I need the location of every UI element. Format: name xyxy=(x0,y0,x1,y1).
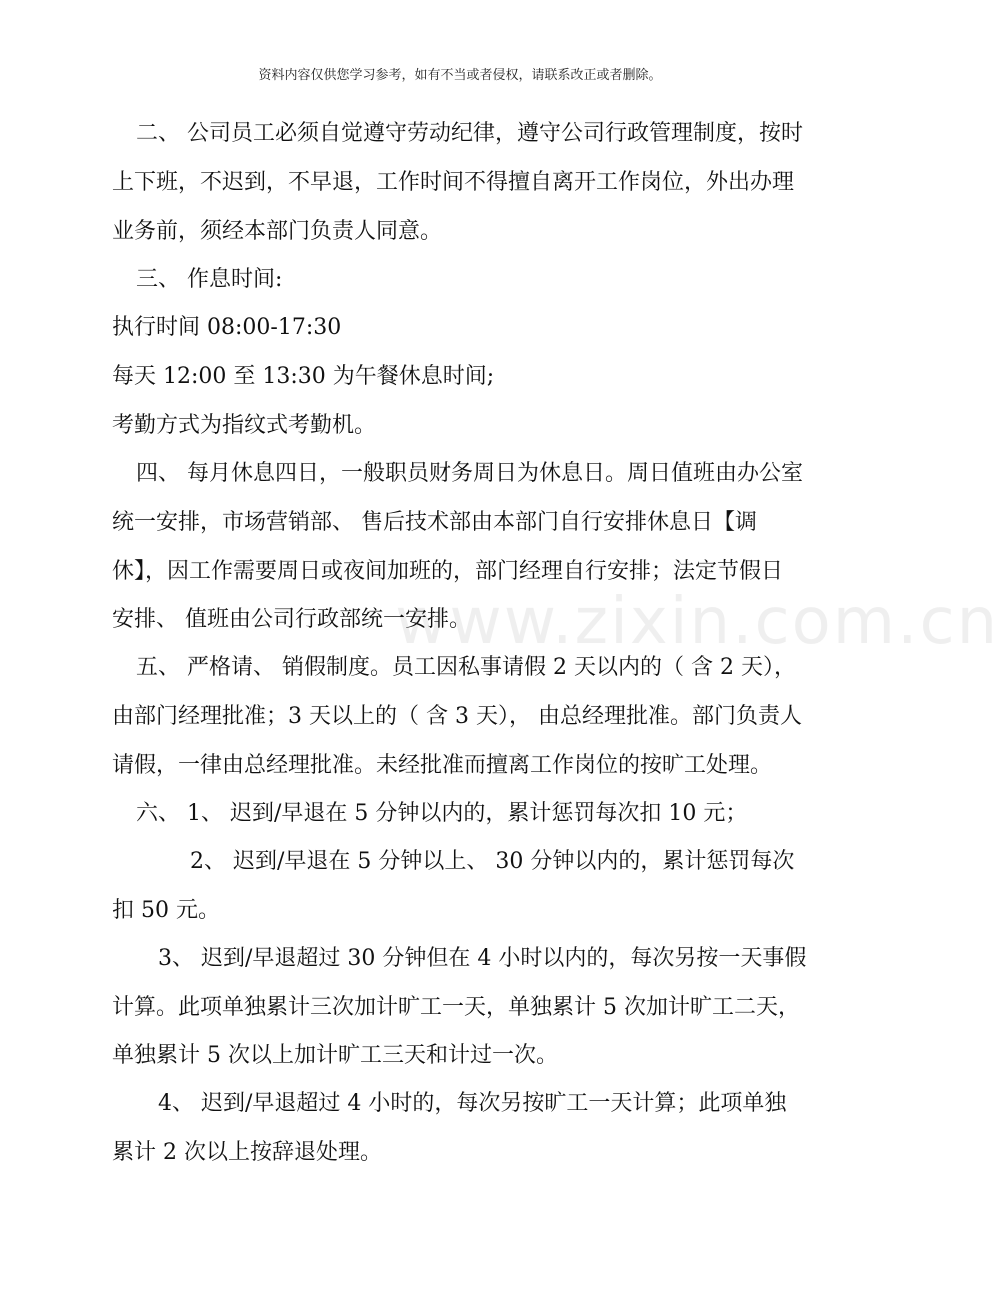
text-line: 单独累计 5 次以上加计旷工三天和计过一次。 xyxy=(112,1043,558,1068)
text-line: 2、 迟到/早退在 5 分钟以上、 30 分钟以内的，累计惩罚每次 xyxy=(190,849,795,874)
text-line: 业务前，须经本部门负责人同意。 xyxy=(112,219,443,244)
text-line: 扣 50 元。 xyxy=(112,898,220,923)
text-line: 上下班，不迟到，不早退，工作时间不得擅自离开工作岗位，外出办理 xyxy=(112,170,795,195)
text-line: 四、 每月休息四日，一般职员财务周日为休息日。周日值班由办公室 xyxy=(136,461,803,486)
text-line: 五、 严格请、 销假制度。员工因私事请假 2 天以内的（ 含 2 天）， xyxy=(136,655,796,680)
text-line: 累计 2 次以上按辞退处理。 xyxy=(112,1140,382,1165)
text-line: 执行时间 08:00-17:30 xyxy=(112,315,342,340)
text-line: 二、 公司员工必须自觉遵守劳动纪律，遵守公司行政管理制度，按时 xyxy=(136,121,803,146)
text-line: 安排、 值班由公司行政部统一安排。 xyxy=(112,607,471,632)
text-line: 3、 迟到/早退超过 30 分钟但在 4 小时以内的，每次另按一天事假 xyxy=(158,946,807,971)
text-line: 计算。此项单独累计三次加计旷工一天，单独累计 5 次加计旷工二天， xyxy=(112,995,800,1020)
text-line: 请假，一律由总经理批准。未经批准而擅离工作岗位的按旷工处理。 xyxy=(112,753,773,778)
text-line: 由部门经理批准；3 天以上的（ 含 3 天）， 由总经理批准。部门负责人 xyxy=(112,704,802,729)
watermark: www.zixin.com.cn xyxy=(395,585,999,659)
text-line: 六、 1、 迟到/早退在 5 分钟以内的，累计惩罚每次扣 10 元； xyxy=(136,801,748,826)
disclaimer-header: 资料内容仅供您学习参考，如有不当或者侵权，请联系改正或者删除。 xyxy=(258,68,662,83)
text-line: 考勤方式为指纹式考勤机。 xyxy=(112,413,377,438)
text-line: 每天 12:00 至 13:30 为午餐休息时间; xyxy=(112,364,495,389)
text-line: 统一安排，市场营销部、 售后技术部由本部门自行安排休息日【调 xyxy=(112,510,757,535)
text-line: 三、 作息时间: xyxy=(136,267,283,292)
text-line: 休】，因工作需要周日或夜间加班的，部门经理自行安排；法定节假日 xyxy=(112,559,784,584)
text-line: 4、 迟到/早退超过 4 小时的，每次另按旷工一天计算；此项单独 xyxy=(158,1091,787,1116)
